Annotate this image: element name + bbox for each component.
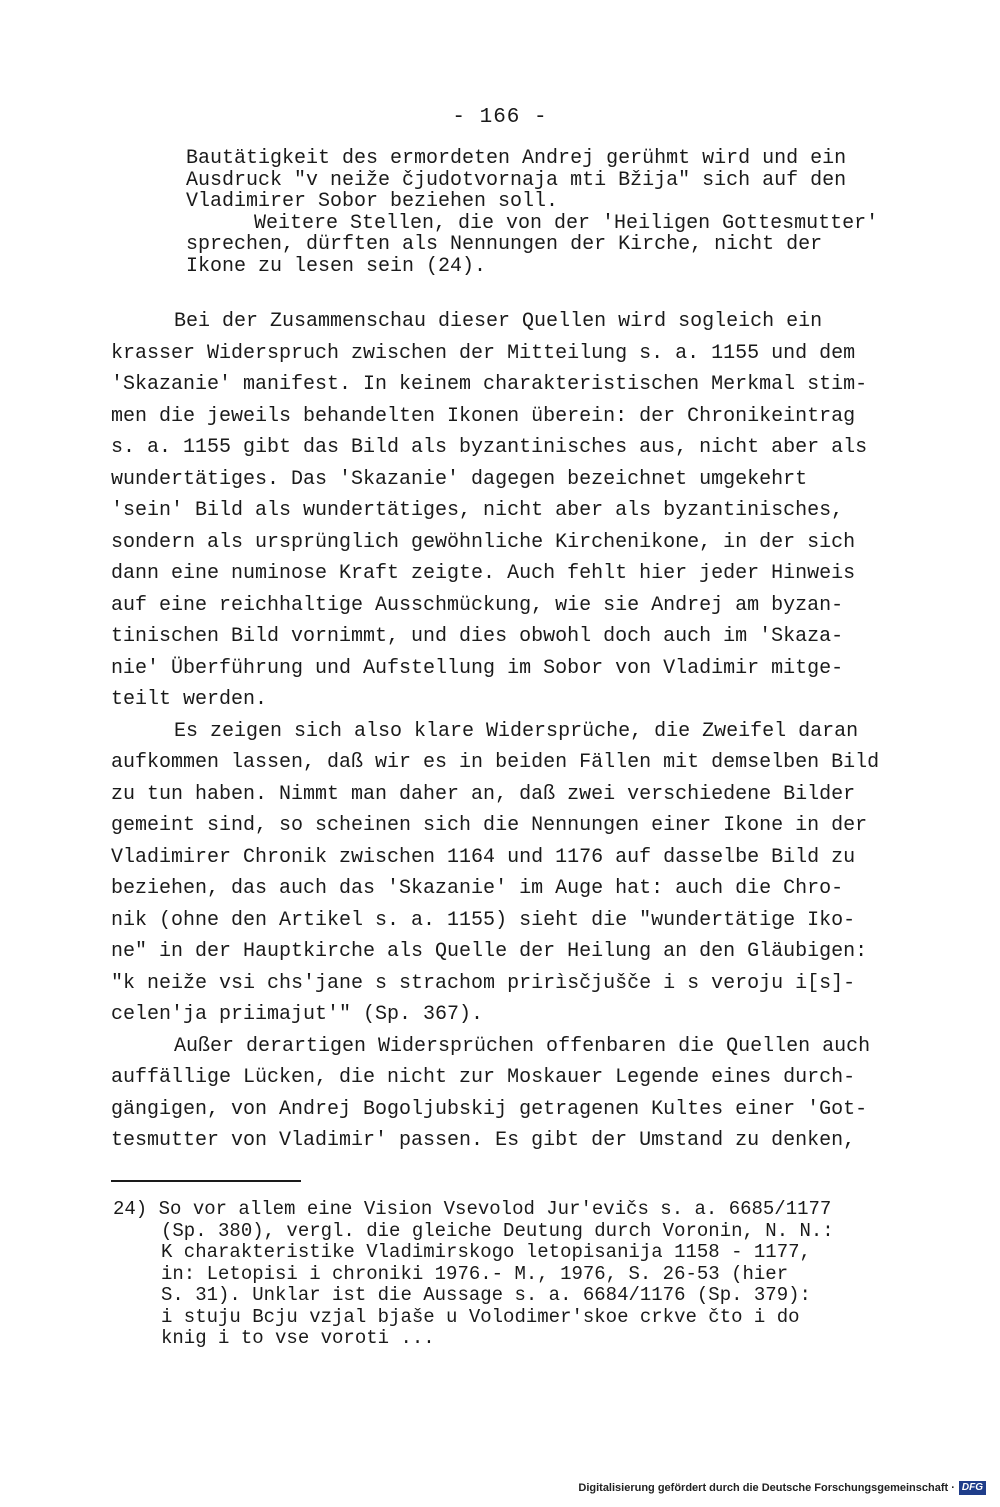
body-line: tesmutter von Vladimir' passen. Es gibt der Umstand zu denken, [111, 1129, 856, 1152]
body-line: wundertätiges. Das 'Skazanie' dagegen bezeichnet umgekehrt [111, 467, 808, 491]
page-number: - 166 - [452, 106, 548, 129]
quote-line: Ausdruck "v neiže čjudotvornaja mti Bžija" sich auf den [186, 168, 847, 192]
quote-line: Vladimirer Sobor beziehen soll. [186, 190, 559, 213]
footnote-line: S. 31). Unklar ist die Aussage s. a. 6684/1176 (Sp. 379): [161, 1284, 811, 1306]
body-line: "k neiže vsi chs'jane s strachom prirìsčjušče i s veroju i[s]- [111, 971, 856, 995]
body-line: ne" in der Hauptkirche als Quelle der Heilung an den Gläubigen: [111, 940, 868, 963]
body-line: celen'ja priimajut'" (Sp. 367). [111, 1003, 484, 1026]
footnote-line: knig i to vse voroti ... [161, 1327, 435, 1349]
body-line: gängigen, von Andrej Bogoljubskij getragenen Kultes einer 'Got- [111, 1097, 868, 1121]
body-line: teilt werden. [111, 688, 268, 711]
body-line: Es zeigen sich also klare Widersprüche, die Zweifel daran [174, 719, 859, 743]
footnotes [113, 1199, 933, 1350]
body-line: auf eine reichhaltige Ausschmückung, wie sie Andrej am byzan- [111, 593, 844, 617]
body-line: nie' Überführung und Aufstellung im Sobor von Vladimir mitge- [111, 656, 844, 680]
body-line: nik (ohne den Artikel s. a. 1155) sieht die "wundertätige Iko- [111, 908, 856, 932]
body-line: auffällige Lücken, die nicht zur Moskauer Legende eines durch- [111, 1066, 856, 1089]
body-line: Außer derartigen Widersprüchen offenbaren die Quellen auch [174, 1034, 871, 1058]
body-line: sondern als ursprünglich gewöhnliche Kirchenikone, in der sich [111, 530, 856, 554]
quote-line: sprechen, dürften als Nennungen der Kirche, nicht der [186, 233, 823, 256]
digitization-credit [578, 1481, 986, 1495]
body-line: tinischen Bild vornimmt, und dies obwohl doch auch im 'Skaza- [111, 625, 844, 648]
body-line: krasser Widerspruch zwischen der Mitteilung s. a. 1155 und dem [111, 341, 856, 365]
body-line: dann eine numinose Kraft zeigte. Auch fehlt hier jeder Hinweis [111, 562, 856, 585]
quote-line: Ikone zu lesen sein (24). [186, 254, 487, 278]
quote-line: Weitere Stellen, die von der 'Heiligen Gottesmutter' [254, 211, 879, 235]
body-line: 'Skazanie' manifest. In keinem charakteristischen Merkmal stim- [111, 373, 868, 396]
body-line: Vladimirer Chronik zwischen 1164 und 1176 auf dasselbe Bild zu [111, 845, 856, 869]
body-line: beziehen, das auch das 'Skazanie' im Auge hat: auch die Chro- [111, 877, 844, 900]
quote-line: Bautätigkeit des ermordeten Andrej gerühmt wird und ein [186, 147, 847, 170]
footnote-line: 24) So vor allem eine Vision Vsevolod Jur'evičs s. a. 6685/1177 [113, 1198, 832, 1220]
footnote-line: i stuju Bcju vzjal bjaše u Volodimer'skoe crkve čto i do [161, 1305, 800, 1328]
footnote-line: K charakteristike Vladimirskogo letopisanija 1158 - 1177, [161, 1241, 811, 1263]
body-line: Bei der Zusammenschau dieser Quellen wird sogleich ein [174, 310, 823, 333]
body-line: aufkommen lassen, daß wir es in beiden Fällen mit demselben Bild [111, 751, 880, 774]
credit-text: Digitalisierung gefördert durch die Deutsche Forschungsgemeinschaft · [578, 1482, 955, 1494]
body-line: 'sein' Bild als wundertätiges, nicht aber als byzantinisches, [111, 499, 844, 522]
quoted-passage [186, 148, 906, 277]
footnote-divider [111, 1180, 301, 1182]
body-line: zu tun haben. Nimmt man daher an, daß zwei verschiedene Bilder [111, 782, 856, 806]
dfg-logo: DFG [959, 1481, 986, 1495]
body-line: men die jeweils behandelten Ikonen überein: der Chronikeintrag [111, 404, 856, 428]
body-line: s. a. 1155 gibt das Bild als byzantinisches aus, nicht aber als [111, 436, 868, 459]
body-text [111, 306, 931, 1157]
footnote-line: in: Letopisi i chroniki 1976.- M., 1976, S. 26-53 (hier [161, 1262, 789, 1285]
footnote-line: (Sp. 380), vergl. die gleiche Deutung durch Voronin, N. N.: [161, 1219, 834, 1242]
body-line: gemeint sind, so scheinen sich die Nennungen einer Ikone in der [111, 814, 868, 837]
